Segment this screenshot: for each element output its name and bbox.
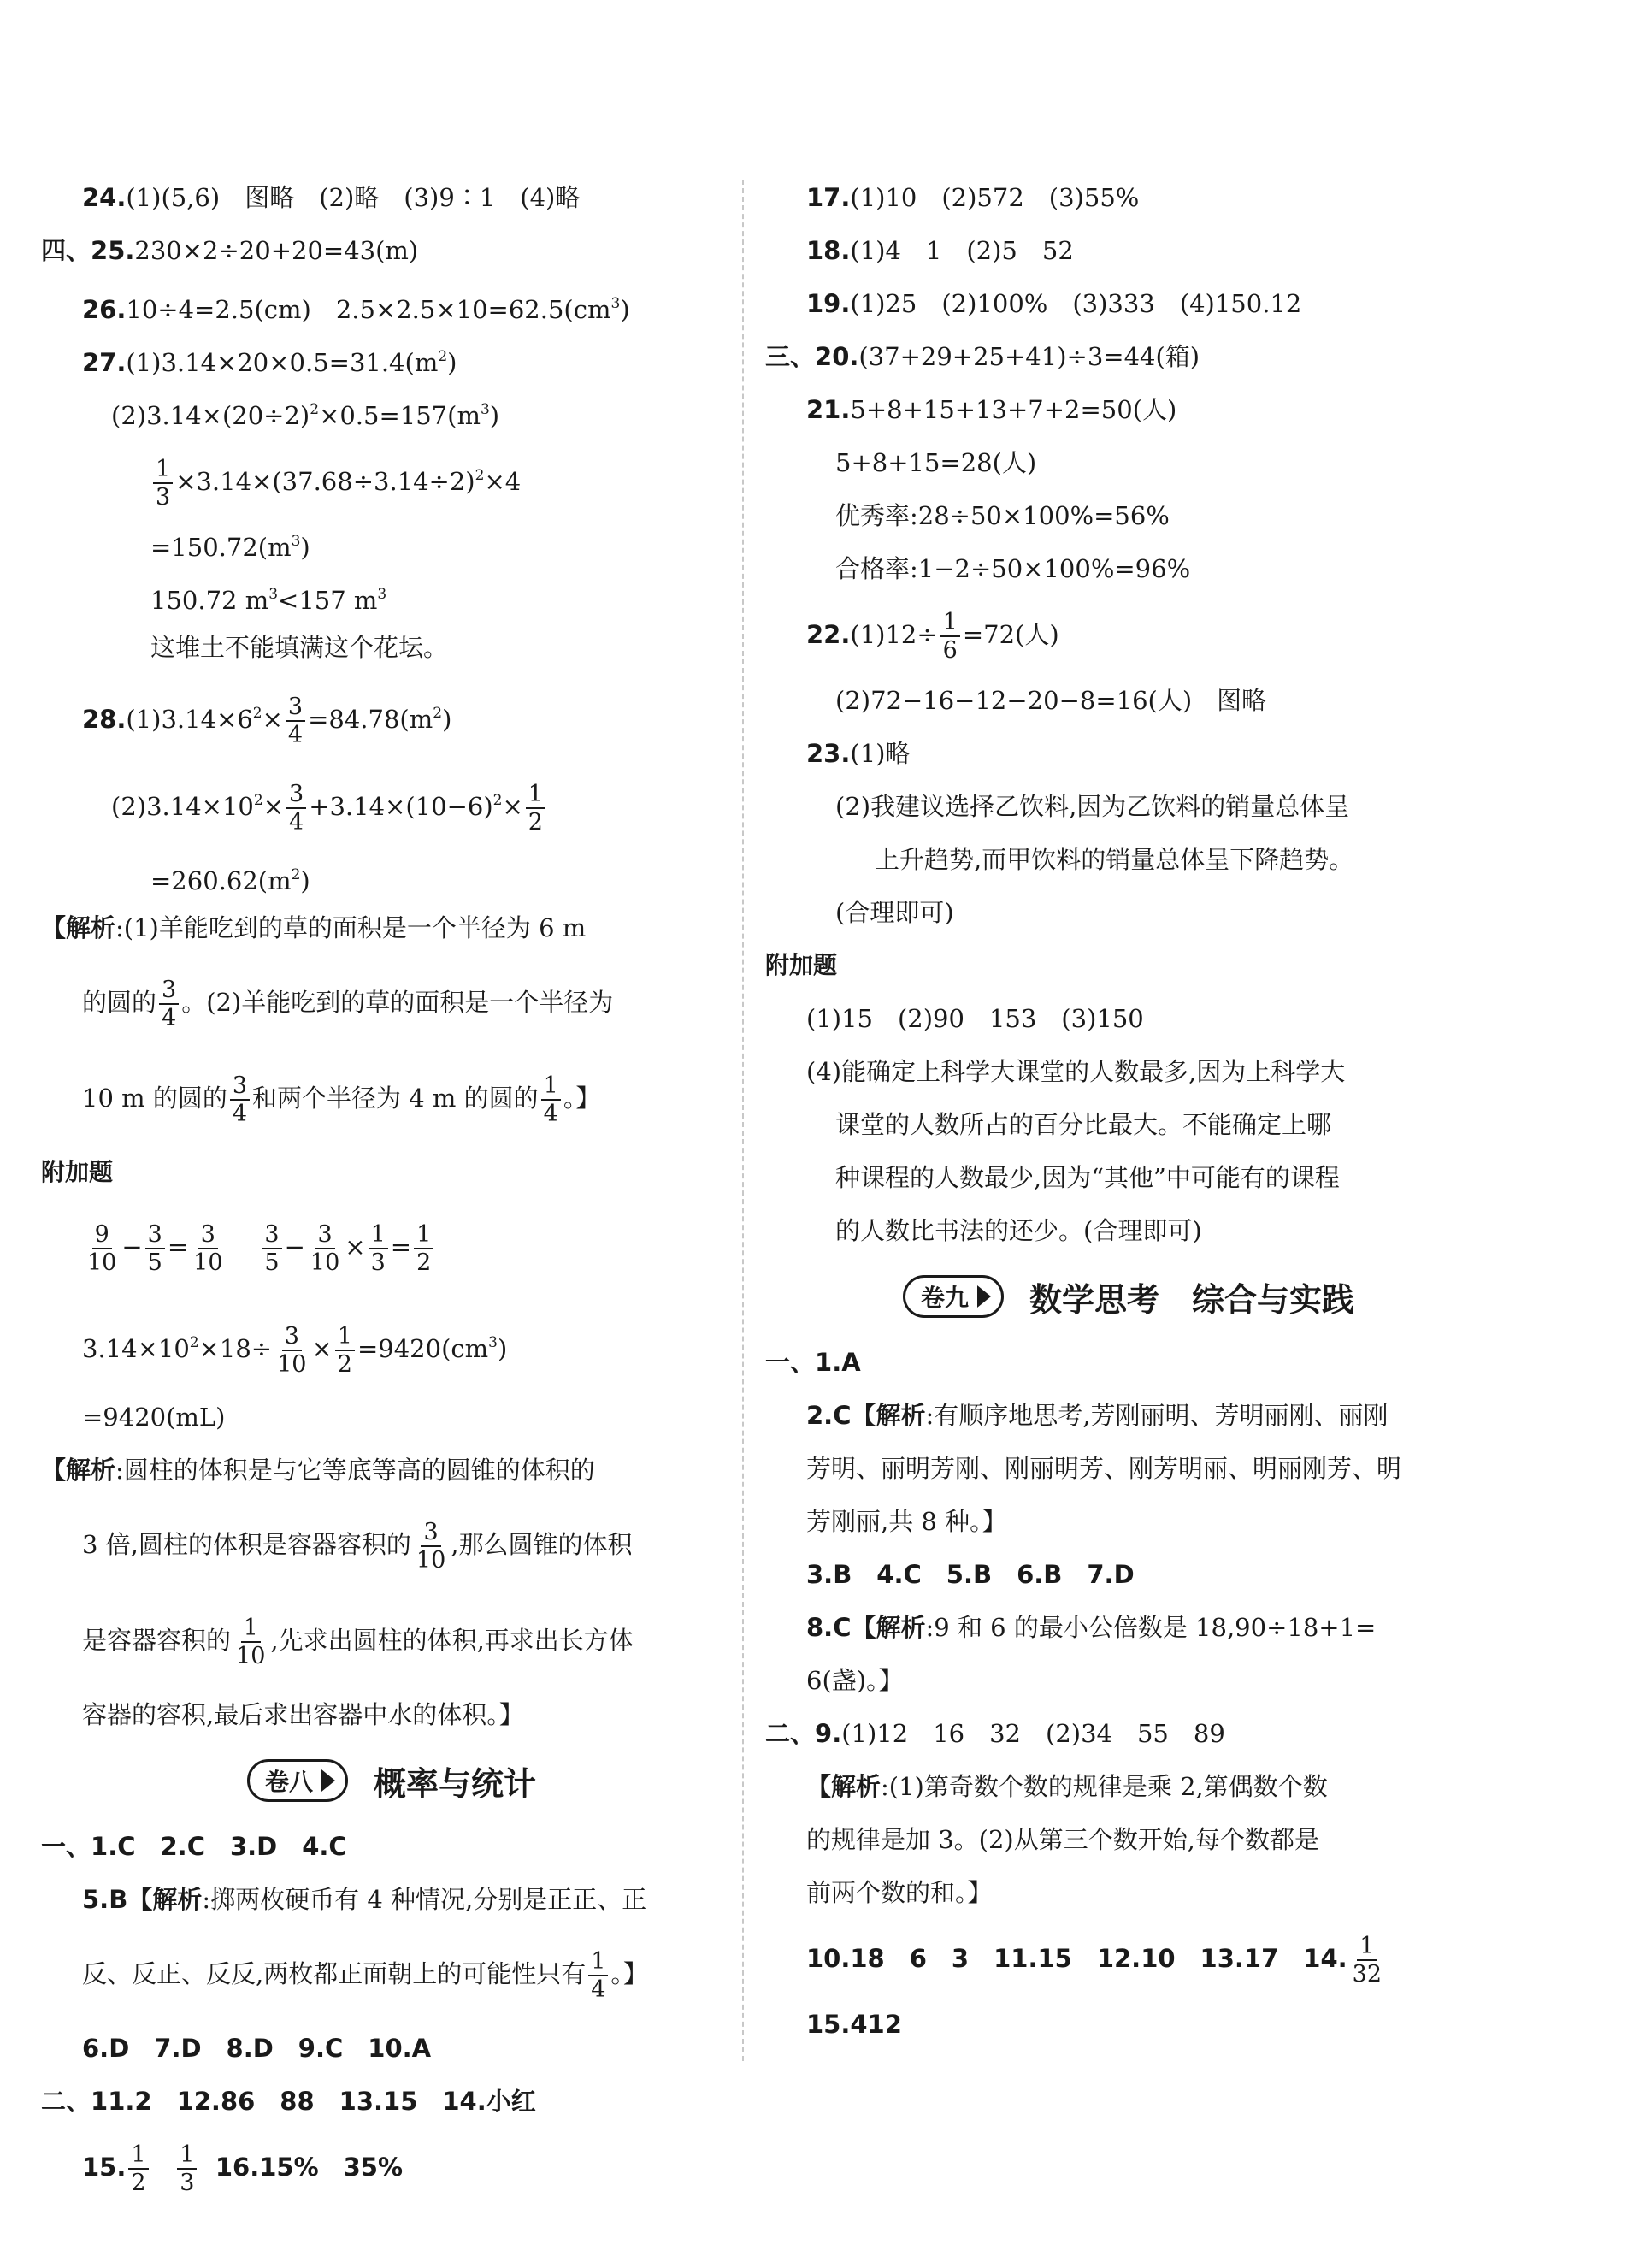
- q17: 17.(1)10 (2)572 (3)55%: [806, 183, 1140, 212]
- q22-line1: 22.(1)12÷ $\frac{1}{6}$ =72(人): [806, 608, 1059, 664]
- q23-line1: 23.(1)略: [806, 739, 911, 768]
- section-banner-8: [41, 1741, 742, 1820]
- q21-line3: 优秀率:28÷50×100%=56%: [835, 501, 1170, 530]
- fraction: $\frac{1}{4}$: [541, 1072, 561, 1127]
- s8-part2: 二、11.2 12.86 88 13.15 14.小红: [41, 2087, 536, 2116]
- q22-line2: (2)72−16−12−20−8=16(人) 图略: [835, 686, 1267, 715]
- extra1-line3: =9420(mL): [82, 1403, 226, 1432]
- s9-part1: 一、1.A: [765, 1348, 861, 1377]
- s9-q9-analysis-line2: 的规律是加 3。(2)从第三个数开始,每个数都是: [806, 1825, 1319, 1854]
- q23-line2: (2)我建议选择乙饮料,因为乙饮料的销量总体呈: [835, 792, 1350, 821]
- q28-line1: $28.(1)3.14\times 6^2\times$ $\frac{3}{4}$ $=84.78(m^2)$: [82, 693, 452, 748]
- extra2-line4: 种课程的人数最少,因为“其他”中可能有的课程: [835, 1163, 1340, 1192]
- analysis1-line2: 的圆的 $\frac{3}{4}$ 。(2)羊能吃到的草的面积是一个半径为: [82, 976, 614, 1031]
- s9-q10: 10.18 6 3 11.15 12.10 13.17 14. $\frac{1}{32}$: [806, 1932, 1383, 1987]
- extra2-line1: (1)15 (2)90 153 (3)150: [806, 1004, 1144, 1033]
- q21-line4: 合格率:1−2÷50×100%=96%: [835, 554, 1191, 583]
- analysis2-line2: 3 倍,圆柱的体积是容器容积的 $\frac{3}{10}$ ,那么圆锥的体积: [82, 1518, 633, 1574]
- left-column: [41, 171, 742, 2206]
- volume-badge: 卷九: [903, 1275, 1004, 1318]
- fraction: $\frac{1}{2}$: [526, 781, 545, 836]
- fraction: $\frac{1}{3}$: [153, 456, 173, 511]
- analysis2-line3: 是容器容积的 $\frac{1}{10}$ ,先求出圆柱的体积,再求出长方体: [82, 1614, 634, 1669]
- q21-line2: 5+8+15=28(人): [835, 448, 1037, 477]
- volume-badge: 卷八: [247, 1759, 348, 1802]
- extra-questions-heading: 附加题: [41, 1158, 114, 1186]
- s8-q6: 6.D 7.D 8.D 9.C 10.A: [82, 2034, 432, 2063]
- extra1-line2: $3.14\times 10^2\times 18\div$ $\frac{3}{10}$ × $\frac{1}{2}$ $=9420(cm^3)$: [82, 1322, 508, 1378]
- s9-q2-line2: 芳明、丽明芳刚、刚丽明芳、刚芳明丽、明丽刚芳、明: [806, 1454, 1402, 1483]
- analysis1-line3: 10 m 的圆的 $\frac{3}{4}$ 和两个半径为 4 m 的圆的 $\frac{1}{4}$ 。】: [82, 1072, 601, 1127]
- q20: 三、20.(37+29+25+41)÷3=44(箱): [765, 342, 1200, 371]
- analysis2-line4: 容器的容积,最后求出容器中水的体积。】: [82, 1700, 524, 1729]
- q28-line3: $=260.62(m^2)$: [150, 866, 310, 895]
- extra2-line2: (4)能确定上科学大课堂的人数最多,因为上科学大: [806, 1057, 1346, 1086]
- extra2-line5: 的人数比书法的还少。(合理即可): [835, 1216, 1202, 1245]
- fraction: $\frac{3}{4}$: [230, 1072, 250, 1127]
- s9-q9-analysis-line3: 前两个数的和。】: [806, 1878, 993, 1907]
- section-banner-9: [765, 1257, 1492, 1336]
- q27-line6: 这堆土不能填满这个花坛。: [150, 633, 449, 662]
- q23-line3: 上升趋势,而甲饮料的销量总体呈下降趋势。: [875, 845, 1354, 874]
- s8-q5-line1: 5.B【解析:掷两枚硬币有 4 种情况,分别是正正、正: [82, 1885, 647, 1914]
- fraction: $\frac{3}{4}$: [159, 977, 179, 1031]
- right-column: [765, 171, 1492, 2051]
- s9-q8-line2: 6(盏)。】: [806, 1666, 904, 1695]
- arrow-icon: [977, 1285, 991, 1308]
- q21-line1: 21.5+8+15+13+7+2=50(人): [806, 395, 1177, 424]
- q18: 18.(1)4 1 (2)5 52: [806, 236, 1074, 265]
- analysis1-line1: 【解析:(1)羊能吃到的草的面积是一个半径为 6 m: [41, 913, 587, 942]
- section-title: 概率与统计: [374, 1764, 537, 1803]
- analysis2-line1: 【解析:圆柱的体积是与它等底等高的圆锥的体积的: [41, 1456, 595, 1485]
- q27-line1: $27.(1)3.14\times 20\times 0.5=31.4(m^2)$: [82, 348, 457, 377]
- s9-q8-line1: 8.C【解析:9 和 6 的最小公倍数是 18,90÷18+1=: [806, 1613, 1377, 1642]
- q27-line5: 150.72 $m^3<157$ $m^3$: [150, 586, 387, 615]
- extra2-line3: 课堂的人数所占的百分比最大。不能确定上哪: [835, 1110, 1332, 1139]
- s9-q3: 3.B 4.C 5.B 6.B 7.D: [806, 1560, 1135, 1589]
- q24: 24.(1)(5,6) 图略 (2)略 (3)9∶1 (4)略: [82, 183, 581, 212]
- extra1-line1: $\frac{9}{10}$ − $\frac{3}{5}$ = $\frac{3}{10}$ $\frac{3}{5}$ − $\frac{3}{10}$ × $\frac{1}{3}$ = $\frac{1}{2}$: [41, 1199, 742, 1295]
- q25: 四、25.230×2÷20+20=43(m): [41, 236, 419, 265]
- s9-q2-line3: 芳刚丽,共 8 种。】: [806, 1507, 1007, 1536]
- arrow-icon: [321, 1769, 335, 1792]
- section-title: 数学思考 综合与实践: [1029, 1280, 1355, 1319]
- column-divider: [742, 180, 744, 2061]
- s8-part1: 一、1.C 2.C 3.D 4.C: [41, 1832, 347, 1861]
- q26: 26.10÷4=2.5(cm) $2.5\times 2.5\times 10=62.5(cm^3)$: [82, 295, 630, 324]
- q19: 19.(1)25 (2)100% (3)333 (4)150.12: [806, 289, 1302, 318]
- s9-part2: 二、9.(1)12 16 32 (2)34 55 89: [765, 1719, 1225, 1748]
- s8-q15: 15. $\frac{1}{2}$ $\frac{1}{3}$ 16.15% 35%: [82, 2141, 404, 2196]
- fraction: $\frac{3}{4}$: [286, 781, 306, 836]
- s8-q5-line2: 反、反正、反反,两枚都正面朝上的可能性只有 $\frac{1}{4}$ 。】: [82, 1947, 648, 2003]
- s9-q15: 15.412: [806, 2010, 902, 2039]
- q27-line3: $\frac{1}{3}$ $\times 3.14\times(37.68\div 3.14\div 2)^2\times 4$: [41, 436, 742, 515]
- s9-q9-analysis-line1: 【解析:(1)第奇数个数的规律是乘 2,第偶数个数: [806, 1772, 1328, 1801]
- q23-line4: (合理即可): [835, 898, 954, 927]
- q27-line2: $(2)3.14\times(20\div 2)^2\times 0.5=157(m^3)$: [111, 401, 500, 430]
- s9-q2-line1: 2.C【解析:有顺序地思考,芳刚丽明、芳明丽刚、丽刚: [806, 1401, 1389, 1430]
- fraction: $\frac{3}{4}$: [286, 694, 305, 748]
- q27-line4: $=150.72(m^3)$: [150, 533, 310, 562]
- extra-questions-heading: 附加题: [765, 951, 838, 979]
- q28-line2: $(2)3.14\times 10^2\times$ $\frac{3}{4}$ $+3.14\times(10-6)^2\times$ $\frac{1}{2}$: [41, 753, 742, 848]
